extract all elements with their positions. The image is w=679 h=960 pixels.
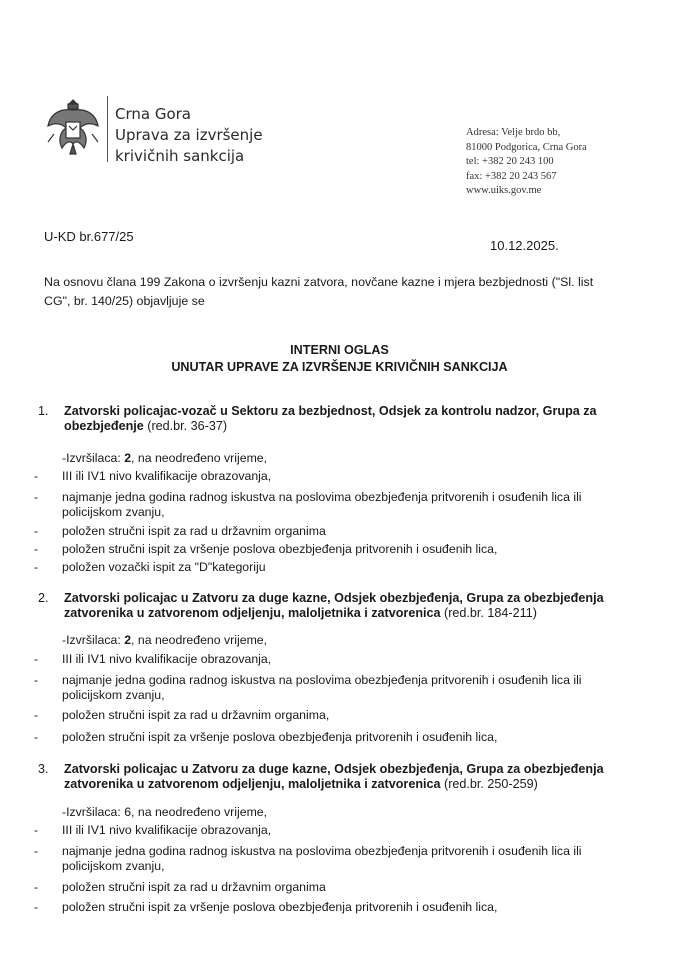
item-2-title (38, 591, 648, 621)
item-2-req-4: - položen stručni ispit za vršenje poslova obezbjeđenja pritvorenih i osuđenih lica, (34, 730, 498, 744)
item-3-ref: (red.br. 250-259) (440, 777, 538, 791)
item-2-req-1: - III ili IV1 nivo kvalifikacije obrazovanja, (34, 652, 272, 666)
contact-web: www.uiks.gov.me (466, 185, 542, 196)
contact-address: Adresa: Velje brdo bb, (466, 127, 561, 138)
item-1-req-3: - položen stručni ispit za rad u državnim organima (34, 524, 326, 538)
item-1-ref: (red.br. 36-37) (143, 419, 228, 433)
org-name-line1: Uprava za izvršenje (115, 126, 263, 144)
document-reference: U-KD br.677/25 (44, 229, 134, 244)
org-country: Crna Gora (115, 105, 192, 123)
contact-fax: fax: +382 20 243 567 (466, 170, 557, 182)
item-3-number: 3. (38, 762, 49, 776)
item-2-req-2-cont: policijskom zvanju, (62, 688, 165, 702)
item-1-req-2-cont: policijskom zvanju, (62, 505, 165, 519)
item-1-title (38, 404, 648, 434)
org-name-line2: krivičnih sankcija (115, 147, 245, 165)
intro-line2: CG", br. 140/25) objavljuje se (44, 294, 205, 308)
item-1-title-line2: obezbjeđenje (64, 419, 144, 433)
intro-paragraph (44, 273, 644, 311)
item-3-title (38, 762, 648, 792)
item-3-req-1: - III ili IV1 nivo kvalifikacije obrazovanja, (34, 823, 272, 837)
heading-subtitle: UNUTAR UPRAVE ZA IZVRŠENJE KRIVIČNIH SANKCIJA (171, 360, 508, 374)
coat-of-arms-icon (42, 94, 104, 160)
item-1-req-2: - najmanje jedna godina radnog iskustva na poslovima obezbjeđenja pritvorenih i osuđenih lica ili (34, 490, 582, 504)
item-3-title-line1: Zatvorski policajac u Zatvoru za duge kazne, Odsjek obezbjeđenja, Grupa za obezbjeđenja (64, 762, 604, 776)
item-2-number: 2. (38, 591, 49, 605)
document-date: 10.12.2025. (490, 238, 559, 253)
intro-line1: Na osnovu člana 199 Zakona o izvršenju kazni zatvora, novčane kazne i mjera bezbjednosti ("Sl. list (44, 275, 594, 289)
item-2-ref: (red.br. 184-211) (440, 606, 537, 620)
item-1-req-5: - položen vozački ispit za "D"kategoriju (34, 560, 266, 574)
item-3-req-4: - položen stručni ispit za vršenje poslova obezbjeđenja pritvorenih i osuđenih lica, (34, 900, 498, 914)
item-3-req-2-cont: policijskom zvanju, (62, 859, 165, 873)
header-divider (107, 96, 108, 162)
item-3-req-3: - položen stručni ispit za rad u državnim organima (34, 880, 326, 894)
heading-title: INTERNI OGLAS (290, 343, 389, 357)
contact-tel: tel: +382 20 243 100 (466, 156, 554, 167)
item-2-lead: -Izvršilaca: 2, na neodređeno vrijeme, (62, 633, 268, 647)
item-1-req-1: - III ili IV1 nivo kvalifikacije obrazovanja, (34, 469, 272, 483)
item-2-title-line1: Zatvorski policajac u Zatvoru za duge kazne, Odsjek obezbjeđenja, Grupa za obezbjeđenja (64, 591, 604, 605)
item-1-title-line1: Zatvorski policajac-vozač u Sektoru za bezbjednost, Odsjek za kontrolu nadzor, Grupa za (64, 404, 597, 418)
organization-name (115, 104, 263, 167)
item-1-number: 1. (38, 404, 49, 418)
item-2-title-line2: zatvorenika u zatvorenom odjeljenju, maloljetnika i zatvorenica (64, 606, 441, 620)
item-3-title-line2: zatvorenika u zatvorenom odjeljenju, maloljetnika i zatvorenica (64, 777, 441, 791)
item-1-lead: -Izvršilaca: 2, na neodređeno vrijeme, (62, 451, 268, 465)
item-2-req-2: - najmanje jedna godina radnog iskustva na poslovima obezbjeđenja pritvorenih i osuđenih lica ili (34, 673, 582, 687)
contact-city: 81000 Podgorica, Crna Gora (466, 141, 587, 153)
item-3-req-2: - najmanje jedna godina radnog iskustva na poslovima obezbjeđenja pritvorenih i osuđenih lica ili (34, 844, 582, 858)
item-1-req-4: - položen stručni ispit za vršenje poslova obezbjeđenja pritvorenih i osuđenih lica, (34, 542, 498, 556)
item-2-req-3: - položen stručni ispit za rad u državnim organima, (34, 708, 330, 722)
contact-block (466, 126, 587, 199)
item-3-lead: -Izvršilaca: 6, na neodređeno vrijeme, (62, 805, 268, 819)
